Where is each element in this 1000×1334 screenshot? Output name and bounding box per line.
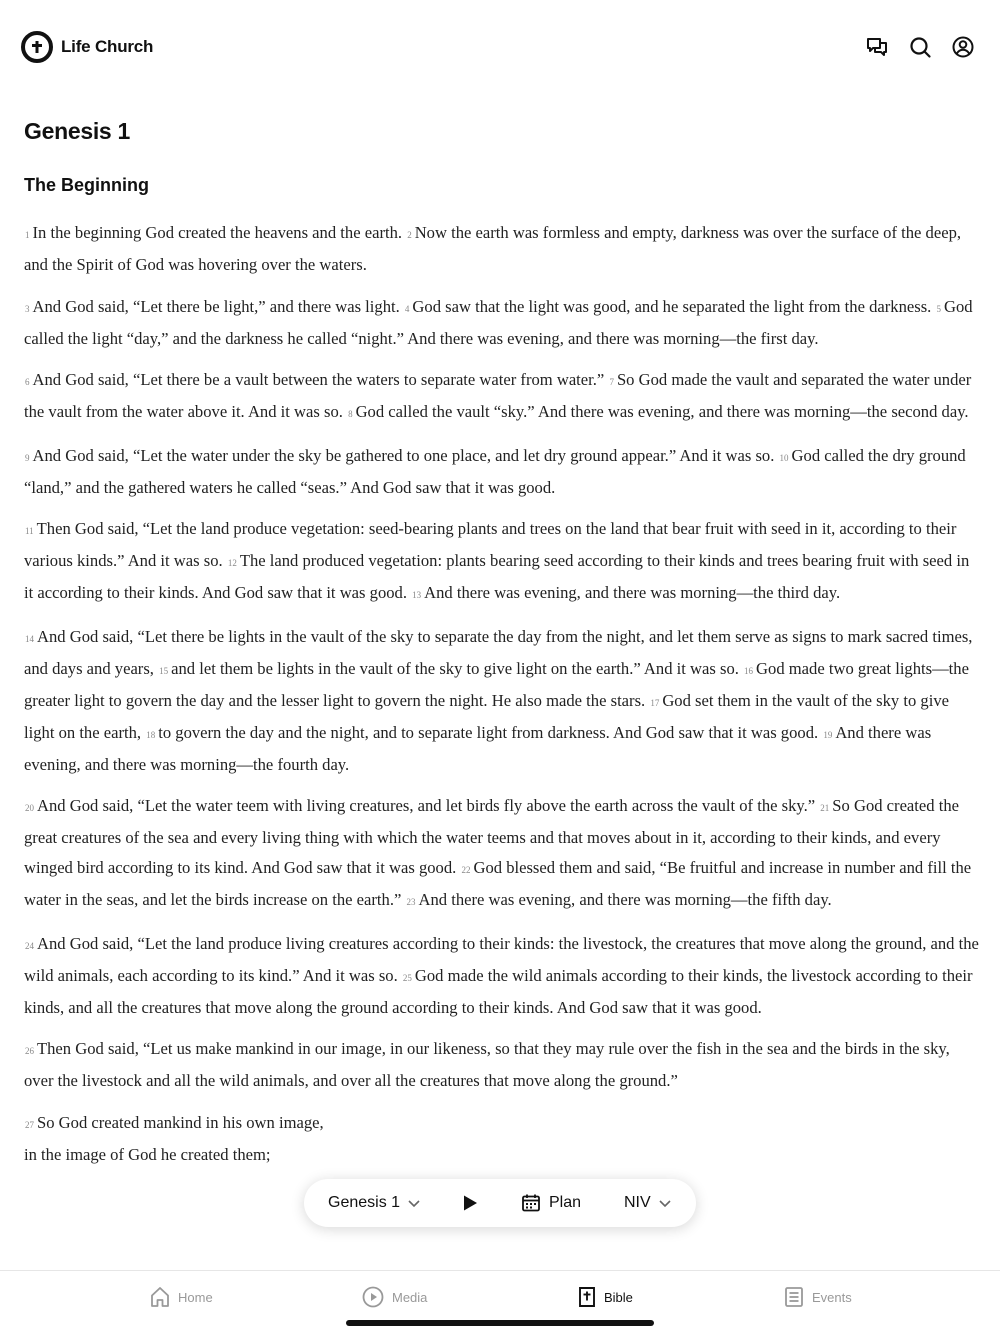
- verse-number[interactable]: 11: [25, 526, 34, 536]
- nav-label-events: Events: [812, 1289, 852, 1305]
- chevron-down-icon: [658, 1196, 672, 1210]
- verse-text[interactable]: to govern the day and the night, and to separate light from darkness. And God saw that it was good.: [158, 722, 819, 742]
- verse-number[interactable]: 5: [936, 303, 941, 314]
- nav-item-bible[interactable]: [578, 1283, 633, 1311]
- verse-text[interactable]: God set them in the vault of the sky to give light on the earth,: [24, 690, 949, 742]
- version-label: NIV: [624, 1194, 651, 1211]
- home-indicator: [346, 1320, 654, 1326]
- verse-number[interactable]: 4: [404, 303, 410, 314]
- verse-text[interactable]: God blessed them and said, “Be fruitful and increase in number and fill the water in the seas, and let the birds increase on the earth.”: [24, 858, 972, 909]
- verse-number[interactable]: 27: [25, 1119, 34, 1130]
- verse-number[interactable]: 15: [159, 665, 169, 676]
- plan-label: Plan: [549, 1194, 582, 1211]
- version-selector[interactable]: [624, 1179, 672, 1227]
- scripture-paragraph: [24, 292, 980, 354]
- verse-text[interactable]: And there was evening, and there was morning—the fifth day.: [418, 890, 832, 909]
- chevron-down-icon: [407, 1196, 421, 1210]
- app-title: Life Church: [61, 37, 154, 56]
- verse-number[interactable]: 19: [823, 729, 833, 740]
- verse-number[interactable]: 24: [25, 940, 34, 951]
- search-button[interactable]: [907, 34, 933, 60]
- verse-number[interactable]: 22: [461, 865, 471, 875]
- verse-number[interactable]: 7: [609, 377, 614, 387]
- verse-text[interactable]: So God made the vault and separated the water under the vault from the water above it. And it was so.: [24, 370, 972, 421]
- nav-item-home[interactable]: [150, 1283, 213, 1311]
- calendar-icon: [521, 1193, 541, 1213]
- section-title: The Beginning: [24, 175, 149, 195]
- chat-icon: [865, 35, 889, 59]
- chapter-selector-label: Genesis 1: [328, 1194, 401, 1211]
- events-icon: [784, 1286, 804, 1308]
- verse-text[interactable]: Now the earth was formless and empty, darkness was over the surface of the deep, and the Spirit of God was hovering over the waters.: [24, 223, 962, 274]
- verse-text: So God created mankind in his own image,: [37, 1112, 324, 1132]
- nav-label-bible: Bible: [604, 1289, 633, 1305]
- verse-number[interactable]: 20: [25, 803, 34, 813]
- search-icon: [908, 35, 932, 59]
- scripture-paragraph: [24, 622, 980, 780]
- nav-label-media: Media: [392, 1289, 428, 1305]
- poetry-line[interactable]: [24, 1108, 980, 1140]
- verse-number[interactable]: 1: [25, 230, 30, 240]
- verse-text[interactable]: The land produced vegetation: plants bearing seed according to their kinds and trees bearing fruit with seed in it according to their kinds. And God saw that it was good.: [24, 551, 970, 602]
- verse-text[interactable]: So God created the great creatures of the sea and every living thing with which the water teems and that moves about in it, according to their kinds, and every winged bird according to its kind. And God saw that it was good.: [24, 796, 959, 877]
- verse-text[interactable]: And there was evening, and there was morning—the third day.: [424, 583, 841, 602]
- bible-content[interactable]: [24, 110, 980, 1270]
- verse-number[interactable]: 16: [744, 665, 754, 676]
- verse-text[interactable]: And God said, “Let there be light,” and there was light.: [32, 296, 400, 316]
- bible-icon: [578, 1286, 596, 1308]
- verse-text[interactable]: Then God said, “Let the land produce vegetation: seed-bearing plants and trees on the land that bear fruit with seed in it, according to their various kinds.” And it was so.: [24, 519, 957, 570]
- scripture-paragraph: [24, 514, 980, 610]
- profile-button[interactable]: [950, 34, 976, 60]
- verse-number[interactable]: 10: [779, 452, 789, 463]
- verse-text[interactable]: and let them be lights in the vault of the sky to give light on the earth.” And it was so.: [171, 658, 739, 678]
- verse-text[interactable]: And there was evening, and there was morning—the fourth day.: [24, 722, 932, 774]
- verse-text[interactable]: And God said, “Let there be a vault between the waters to separate water from water.”: [32, 370, 605, 389]
- home-icon: [150, 1286, 170, 1308]
- verse-text[interactable]: God made the wild animals according to their kinds, the livestock according to their kinds, and all the creatures that move along the ground according to their kinds. And God saw that it was good.: [24, 965, 973, 1017]
- verse-number[interactable]: 8: [348, 409, 353, 419]
- play-circle-icon: [362, 1286, 384, 1308]
- verse-number[interactable]: 3: [25, 303, 30, 314]
- verse-text: in the image of God he created them;: [24, 1144, 271, 1164]
- scripture-paragraph: [24, 791, 980, 917]
- chapter-selector[interactable]: [328, 1179, 421, 1227]
- verse-text[interactable]: God made two great lights—the greater light to govern the day and the lesser light to govern the night. He also made the stars.: [24, 658, 969, 710]
- verse-number[interactable]: 26: [25, 1046, 34, 1056]
- scripture-text: [24, 218, 980, 1170]
- verse-number[interactable]: 13: [412, 590, 422, 600]
- verse-text[interactable]: And God said, “Let there be lights in the vault of the sky to separate the day from the night, and let them serve as signs to mark sacred times, and days and years,: [24, 626, 973, 678]
- chat-button[interactable]: [864, 34, 890, 60]
- verse-text[interactable]: God saw that the light was good, and he separated the light from the darkness.: [412, 296, 932, 316]
- scripture-paragraph: [24, 365, 980, 429]
- scripture-paragraph: [24, 441, 980, 503]
- nav-label-home: Home: [178, 1289, 213, 1305]
- plan-button[interactable]: [521, 1179, 581, 1227]
- verse-number[interactable]: 23: [406, 897, 416, 907]
- verse-text[interactable]: And God said, “Let the land produce living creatures according to their kinds: the livestock, the creatures that move along the ground, and the wild animals, each according to its kind.” And it was so.: [24, 933, 979, 985]
- verse-number[interactable]: 6: [25, 377, 30, 387]
- play-audio-button[interactable]: [461, 1179, 479, 1227]
- verse-text[interactable]: Then God said, “Let us make mankind in our image, in our likeness, so that they may rule over the fish in the sea and the birds in the sky, over the livestock and all the wild animals, and over all the creatures that move along the ground.”: [24, 1039, 950, 1090]
- scripture-poetry: [24, 1108, 980, 1170]
- verse-text[interactable]: God called the vault “sky.” And there was evening, and there was morning—the second day.: [355, 402, 969, 421]
- nav-item-media[interactable]: [362, 1283, 427, 1311]
- nav-item-events[interactable]: [784, 1283, 852, 1311]
- app-header: [0, 0, 1000, 96]
- scripture-paragraph: [24, 218, 980, 280]
- play-icon: [461, 1194, 479, 1212]
- chapter-title: Genesis 1: [24, 118, 130, 144]
- scripture-paragraph: [24, 1034, 980, 1096]
- verse-text[interactable]: And God said, “Let the water under the sky be gathered to one place, and let dry ground appear.” And it was so.: [32, 445, 775, 465]
- verse-number[interactable]: 9: [25, 452, 30, 463]
- verse-text[interactable]: In the beginning God created the heavens and the earth.: [32, 223, 403, 242]
- verse-number[interactable]: 21: [820, 803, 830, 813]
- verse-text[interactable]: God called the light “day,” and the darkness he called “night.” And there was evening, and there was morning—the first day.: [24, 296, 973, 348]
- verse-number[interactable]: 12: [227, 558, 237, 568]
- scripture-paragraph: [24, 929, 980, 1023]
- verse-number[interactable]: 2: [407, 230, 412, 240]
- verse-number[interactable]: 17: [650, 697, 660, 708]
- poetry-line[interactable]: [24, 1140, 980, 1170]
- verse-number[interactable]: 14: [25, 633, 34, 644]
- profile-icon: [951, 35, 975, 59]
- verse-number[interactable]: 25: [402, 972, 412, 983]
- reader-toolbar: [304, 1179, 696, 1227]
- verse-text[interactable]: God called the dry ground “land,” and the gathered waters he called “seas.” And God saw that it was good.: [24, 445, 966, 497]
- cross-icon[interactable]: [21, 31, 53, 63]
- verse-text[interactable]: And God said, “Let the water teem with living creatures, and let birds fly above the earth across the vault of the sky.”: [37, 796, 816, 815]
- verse-number[interactable]: 18: [146, 729, 156, 740]
